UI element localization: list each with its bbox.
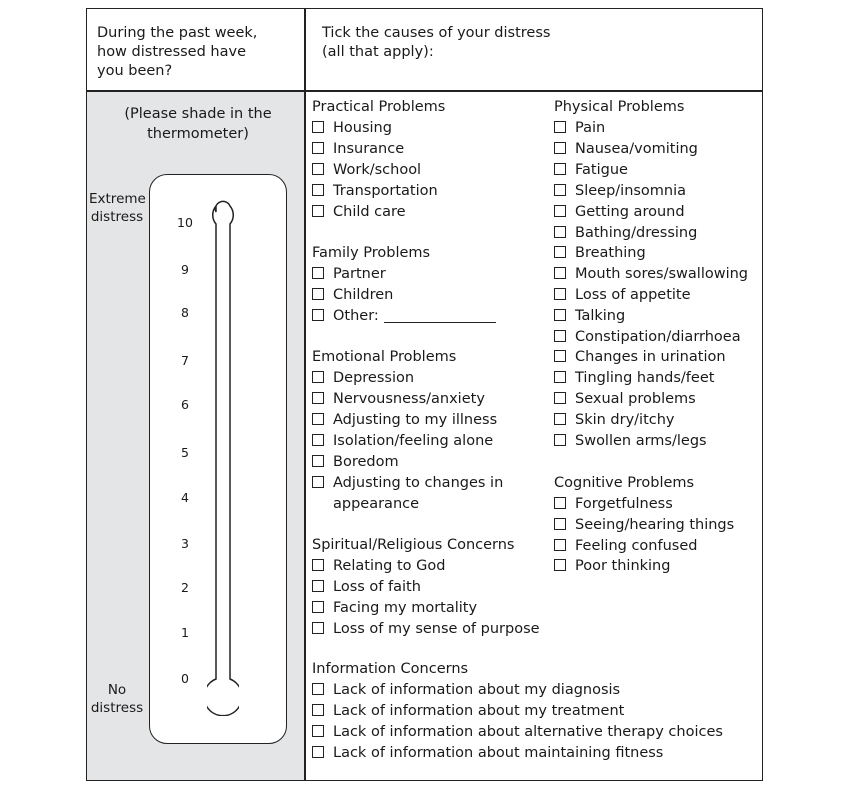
checkbox-label: Adjusting to changes in — [333, 475, 504, 491]
checkbox-icon[interactable] — [312, 601, 324, 613]
family-problems-title: Family Problems — [312, 245, 431, 261]
checkbox-icon[interactable] — [312, 704, 324, 716]
checkbox-adjusting-illness[interactable] — [312, 411, 497, 429]
checkbox-icon[interactable] — [554, 142, 566, 154]
checkbox-label: Loss of faith — [333, 579, 421, 595]
checkbox-info-treatment[interactable] — [312, 702, 624, 720]
checkbox-insurance[interactable] — [312, 140, 404, 158]
practical-problems-title: Practical Problems — [312, 99, 446, 115]
checkbox-swollen-limbs[interactable] — [554, 432, 707, 450]
checkbox-loss-of-purpose[interactable] — [312, 620, 540, 638]
checkbox-icon[interactable] — [312, 184, 324, 196]
distress-question — [97, 24, 297, 81]
distress-question-line: During the past week, — [97, 25, 258, 41]
checkbox-label: Lack of information about my treatment — [333, 703, 625, 719]
checkbox-adjusting-appearance[interactable] — [312, 474, 503, 492]
checkbox-label: Relating to God — [333, 558, 446, 574]
extreme-distress-line: distress — [90, 209, 144, 225]
checkbox-icon[interactable] — [312, 683, 324, 695]
checkbox-label: Lack of information about my diagnosis — [333, 682, 621, 698]
checkbox-label: Children — [333, 287, 394, 303]
checkbox-icon[interactable] — [312, 309, 324, 321]
checkbox-icon[interactable] — [554, 434, 566, 446]
no-distress-label — [89, 681, 145, 717]
checkbox-icon[interactable] — [554, 413, 566, 425]
checkbox-skin-dry[interactable] — [554, 411, 675, 429]
checkbox-icon[interactable] — [312, 205, 324, 217]
checkbox-label: Boredom — [333, 454, 399, 470]
checkbox-label: Sexual problems — [575, 391, 696, 407]
checkbox-info-alternative-therapy[interactable] — [312, 723, 723, 741]
scale-number: 9 — [181, 262, 189, 277]
thermometer-tube[interactable] — [207, 196, 239, 716]
checkbox-fatigue[interactable] — [554, 161, 628, 179]
checkbox-facing-mortality[interactable] — [312, 599, 477, 617]
checkbox-label: Nervousness/anxiety — [333, 391, 485, 407]
checkbox-icon[interactable] — [554, 497, 566, 509]
scale-number: 5 — [181, 445, 189, 460]
checkbox-info-diagnosis[interactable] — [312, 681, 620, 699]
checkbox-icon[interactable] — [312, 434, 324, 446]
scale-number: 3 — [181, 536, 189, 551]
checkbox-label: Feeling confused — [575, 538, 698, 554]
checkbox-icon[interactable] — [554, 163, 566, 175]
checkbox-label: Mouth sores/swallowing — [575, 266, 748, 282]
checkbox-icon[interactable] — [312, 746, 324, 758]
checkbox-label: Transportation — [333, 183, 438, 199]
checkbox-icon[interactable] — [312, 371, 324, 383]
checkbox-housing[interactable] — [312, 119, 392, 137]
checkbox-label: Lack of information about alternative therapy choices — [333, 724, 723, 740]
checkbox-icon[interactable] — [312, 288, 324, 300]
checkbox-poor-thinking[interactable] — [554, 557, 670, 575]
checkbox-work-school[interactable] — [312, 161, 421, 179]
scale-number: 10 — [177, 215, 193, 230]
checkbox-nervousness[interactable] — [312, 390, 485, 408]
checkbox-icon[interactable] — [312, 267, 324, 279]
thermometer-instruction-line: (Please shade in the — [124, 106, 272, 122]
checkbox-icon[interactable] — [554, 246, 566, 258]
checkbox-label: Housing — [333, 120, 392, 136]
checkbox-confused[interactable] — [554, 537, 697, 555]
checkbox-breathing[interactable] — [554, 244, 646, 262]
other-write-in-field[interactable] — [384, 322, 496, 323]
checkbox-icon[interactable] — [312, 413, 324, 425]
checkbox-label: Constipation/diarrhoea — [575, 329, 741, 345]
checkbox-icon[interactable] — [312, 725, 324, 737]
checkbox-info-fitness[interactable] — [312, 744, 663, 762]
checkbox-sleep[interactable] — [554, 182, 686, 200]
checkbox-label: Poor thinking — [575, 558, 671, 574]
checkbox-icon[interactable] — [554, 350, 566, 362]
scale-number: 7 — [181, 353, 189, 368]
checkbox-icon[interactable] — [554, 184, 566, 196]
checkbox-label: Bathing/dressing — [575, 225, 698, 241]
checkbox-transportation[interactable] — [312, 182, 438, 200]
checkbox-constipation[interactable] — [554, 328, 741, 346]
thermometer-instruction — [98, 104, 298, 144]
checkbox-label-continuation: appearance — [333, 496, 420, 512]
checkbox-icon[interactable] — [554, 288, 566, 300]
checkbox-icon[interactable] — [554, 539, 566, 551]
checkbox-label: Insurance — [333, 141, 405, 157]
checkbox-label: Breathing — [575, 245, 646, 261]
no-distress-line: distress — [90, 700, 144, 716]
checkbox-getting-around[interactable] — [554, 203, 685, 221]
checkbox-label: Skin dry/itchy — [575, 412, 675, 428]
checkbox-icon[interactable] — [312, 622, 324, 634]
checkbox-label: Swollen arms/legs — [575, 433, 707, 449]
distress-question-line: how distressed have — [97, 44, 246, 60]
checkbox-label: Lack of information about maintaining fitness — [333, 745, 664, 761]
checkbox-seeing-hearing[interactable] — [554, 516, 734, 534]
checkbox-loss-of-appetite[interactable] — [554, 286, 691, 304]
checkbox-label: Fatigue — [575, 162, 628, 178]
checkbox-icon[interactable] — [312, 163, 324, 175]
scale-number: 8 — [181, 305, 189, 320]
distress-question-line: you been? — [97, 63, 173, 79]
emotional-problems-title: Emotional Problems — [312, 349, 457, 365]
checkbox-pain[interactable] — [554, 119, 605, 137]
checkbox-label: Nausea/vomiting — [575, 141, 698, 157]
cognitive-problems-title: Cognitive Problems — [554, 475, 695, 491]
checkbox-label: Child care — [333, 204, 406, 220]
checkbox-icon[interactable] — [554, 330, 566, 342]
checkbox-icon[interactable] — [554, 518, 566, 530]
checkbox-label: Work/school — [333, 162, 422, 178]
checkbox-label: Facing my mortality — [333, 600, 478, 616]
information-concerns-title: Information Concerns — [312, 661, 469, 677]
checkbox-label: Pain — [575, 120, 606, 136]
checkbox-icon[interactable] — [554, 392, 566, 404]
checkbox-children[interactable] — [312, 286, 393, 304]
checkbox-talking[interactable] — [554, 307, 625, 325]
checkbox-relating-to-god[interactable] — [312, 557, 445, 575]
causes-instruction-line: Tick the causes of your distress — [322, 25, 551, 41]
causes-instruction — [322, 24, 742, 62]
checkbox-label: Loss of my sense of purpose — [333, 621, 540, 637]
checkbox-icon[interactable] — [312, 476, 324, 488]
checkbox-label: Changes in urination — [575, 349, 726, 365]
checkbox-icon[interactable] — [312, 392, 324, 404]
checkbox-partner[interactable] — [312, 265, 386, 283]
checkbox-label: Seeing/hearing things — [575, 517, 735, 533]
checkbox-icon[interactable] — [554, 559, 566, 571]
checkbox-child-care[interactable] — [312, 203, 406, 221]
checkbox-isolation[interactable] — [312, 432, 493, 450]
scale-number: 2 — [181, 580, 189, 595]
checkbox-label: Tingling hands/feet — [575, 370, 715, 386]
checkbox-loss-of-faith[interactable] — [312, 578, 421, 596]
checkbox-depression[interactable] — [312, 369, 414, 387]
extreme-distress-line: Extreme — [89, 191, 146, 207]
checkbox-icon[interactable] — [554, 371, 566, 383]
checkbox-label: Forgetfulness — [575, 496, 673, 512]
physical-problems-title: Physical Problems — [554, 99, 685, 115]
checkbox-icon[interactable] — [312, 455, 324, 467]
checkbox-icon[interactable] — [312, 121, 324, 133]
checkbox-label: Other: — [333, 308, 379, 324]
checkbox-label: Depression — [333, 370, 415, 386]
checkbox-boredom[interactable] — [312, 453, 399, 471]
checkbox-icon[interactable] — [554, 121, 566, 133]
checkbox-label: Partner — [333, 266, 386, 282]
checkbox-label: Loss of appetite — [575, 287, 691, 303]
checkbox-icon[interactable] — [554, 205, 566, 217]
scale-number: 1 — [181, 625, 189, 640]
checkbox-mouth-sores[interactable] — [554, 265, 748, 283]
checkbox-label: Adjusting to my illness — [333, 412, 498, 428]
checkbox-tingling[interactable] — [554, 369, 714, 387]
checkbox-other[interactable] — [312, 307, 496, 325]
checkbox-icon[interactable] — [554, 267, 566, 279]
checkbox-icon[interactable] — [554, 226, 566, 238]
checkbox-forgetfulness[interactable] — [554, 495, 673, 513]
checkbox-urination[interactable] — [554, 348, 726, 366]
header-divider — [86, 90, 763, 92]
causes-instruction-line: (all that apply): — [322, 44, 434, 60]
checkbox-label: Getting around — [575, 204, 685, 220]
checkbox-icon[interactable] — [312, 142, 324, 154]
checkbox-label: Sleep/insomnia — [575, 183, 687, 199]
no-distress-line: No — [107, 682, 127, 698]
checkbox-nausea[interactable] — [554, 140, 698, 158]
checkbox-icon[interactable] — [312, 559, 324, 571]
checkbox-icon[interactable] — [312, 580, 324, 592]
scale-number: 0 — [181, 671, 189, 686]
checkbox-label: Isolation/feeling alone — [333, 433, 494, 449]
scale-number: 4 — [181, 490, 189, 505]
thermometer-instruction-line: thermometer) — [147, 126, 249, 142]
checkbox-label: Talking — [575, 308, 626, 324]
checkbox-icon[interactable] — [554, 309, 566, 321]
scale-number: 6 — [181, 397, 189, 412]
checkbox-bathing[interactable] — [554, 224, 697, 242]
checkbox-sexual-problems[interactable] — [554, 390, 696, 408]
extreme-distress-label — [89, 190, 145, 226]
column-divider — [304, 8, 306, 781]
spiritual-concerns-title: Spiritual/Religious Concerns — [312, 537, 515, 553]
